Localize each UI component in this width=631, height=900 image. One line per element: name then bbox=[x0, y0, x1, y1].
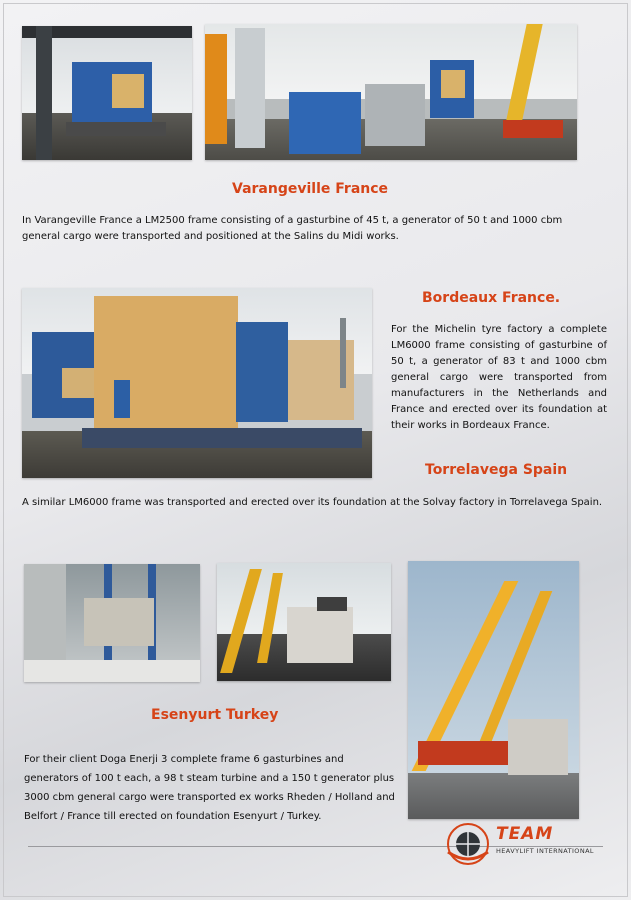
photo-varangeville-crane bbox=[205, 24, 577, 160]
body-torrelavega: A similar LM6000 frame was transported and erected over its foundation at the Solvay factory in Torrelavega Spain. bbox=[22, 497, 603, 508]
heading-torrelavega: Torrelavega Spain bbox=[425, 462, 568, 478]
heading-esenyurt: Esenyurt Turkey bbox=[151, 707, 279, 723]
heading-varangeville: Varangeville France bbox=[232, 181, 389, 197]
photo-esenyurt-hall bbox=[24, 564, 200, 682]
team-logo-name: TEAM bbox=[496, 824, 554, 844]
team-logo-tagline: HEAVYLIFT INTERNATIONAL bbox=[496, 847, 594, 855]
photo-esenyurt-cranes bbox=[408, 561, 579, 819]
body-bordeaux: For the Michelin tyre factory a complete LM6000 frame consisting of gasturbine of 50 t, a generator of 83 t and 1000 cbm general cargo were transported from manufacturers in the Netherlands and France and erected over its foundation at their works in Bordeaux France. bbox=[391, 324, 607, 431]
photo-bordeaux-transport bbox=[22, 288, 372, 478]
photo-varangeville-loadout bbox=[22, 26, 192, 160]
body-varangeville: In Varangeville France a LM2500 frame consisting of a gasturbine of 45 t, a generator of 50 t and 1000 cbm general cargo were transported and positioned at the Salins du Midi works. bbox=[22, 215, 563, 242]
heading-bordeaux: Bordeaux France. bbox=[422, 290, 561, 306]
body-esenyurt: For their client Doga Enerji 3 complete frame 6 gasturbines and generators of 100 t each, a 98 t steam turbine and a 150 t generator plus 3000 cbm general cargo were transported ex works Rheden / Holland and Belfort / France till erected on foundation Esenyurt / Turkey. bbox=[24, 754, 395, 822]
photo-esenyurt-ship bbox=[217, 563, 391, 681]
team-logo-globe-icon bbox=[446, 822, 490, 866]
